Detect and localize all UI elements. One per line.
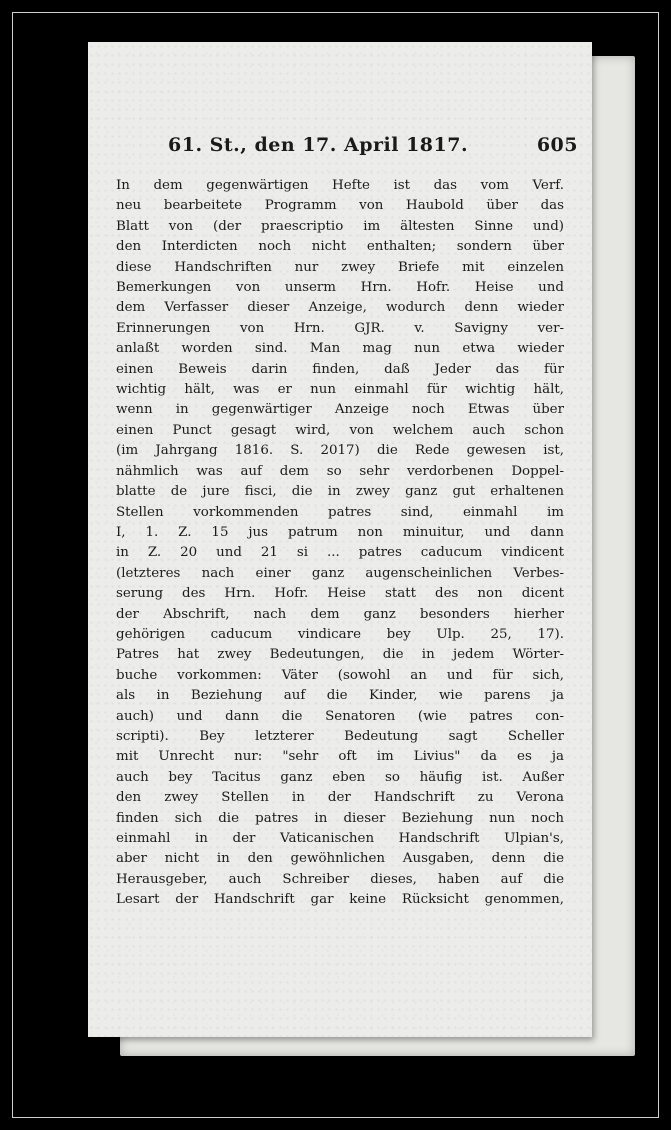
text-line: gehörigen caducum vindicare bey Ulp. 25, 17). xyxy=(116,626,564,642)
text-line: blatte de jure fisci, die in zwey ganz gut erhaltenen xyxy=(116,484,564,500)
running-head: 61. St., den 17. April 1817. xyxy=(168,134,469,156)
document-page xyxy=(88,42,592,1037)
text-line: den zwey Stellen in der Handschrift zu Verona xyxy=(116,790,564,806)
text-line: anlaßt worden sind. Man mag nun etwa wieder xyxy=(116,341,564,357)
text-line: auch bey Tacitus ganz eben so häufig ist. Außer xyxy=(116,769,564,785)
text-line: finden sich die patres in dieser Beziehung nun noch xyxy=(116,810,564,826)
text-line: nähmlich was auf dem so sehr verdorbenen Doppel- xyxy=(116,463,564,479)
text-line: in Z. 20 und 21 si ... patres caducum vindicent xyxy=(116,545,564,561)
text-line: einen Punct gesagt wird, von welchem auch schon xyxy=(116,422,564,438)
text-line: (letzteres nach einer ganz augenscheinlichen Verbes- xyxy=(116,565,564,581)
text-line: Herausgeber, auch Schreiber dieses, haben auf die xyxy=(116,871,564,887)
text-line: Lesart der Handschrift gar keine Rücksicht genommen, xyxy=(116,892,564,908)
body-text xyxy=(116,176,564,911)
text-line: buche vorkommen: Väter (sowohl an und für sich, xyxy=(116,667,564,683)
text-line: einen Beweis darin finden, daß Jeder das für xyxy=(116,361,564,377)
page-header xyxy=(168,134,578,156)
text-line: neu bearbeitete Programm von Haubold über das xyxy=(116,198,564,214)
text-line: wichtig hält, was er nun einmahl für wichtig hält, xyxy=(116,382,564,398)
page-number: 605 xyxy=(536,134,578,156)
text-line: Bemerkungen von unserm Hrn. Hofr. Heise und xyxy=(116,280,564,296)
text-line: mit Unrecht nur: "sehr oft im Livius" da es ja xyxy=(116,749,564,765)
text-line: einmahl in der Vaticanischen Handschrift Ulpian's, xyxy=(116,831,564,846)
text-line: auch) und dann die Senatoren (wie patres con- xyxy=(116,708,564,724)
text-line: den Interdicten noch nicht enthalten; sondern über xyxy=(116,239,564,255)
text-line: diese Handschriften nur zwey Briefe mit einzelen xyxy=(116,259,564,275)
text-line: serung des Hrn. Hofr. Heise statt des non dicent xyxy=(116,586,564,602)
text-line: der Abschrift, nach dem ganz besonders hierher xyxy=(116,606,564,622)
text-line: als in Beziehung auf die Kinder, wie parens ja xyxy=(116,688,564,704)
text-line: Patres hat zwey Bedeutungen, die in jedem Wörter- xyxy=(116,647,564,663)
text-line: In dem gegenwärtigen Hefte ist das vom Verf. xyxy=(116,178,564,193)
text-line: (im Jahrgang 1816. S. 2017) die Rede gewesen ist, xyxy=(116,443,564,459)
text-line: Blatt von (der praescriptio im ältesten Sinne und) xyxy=(116,218,564,234)
text-line: wenn in gegenwärtiger Anzeige noch Etwas über xyxy=(116,402,564,418)
text-line: scripti). Bey letzterer Bedeutung sagt Scheller xyxy=(116,728,564,744)
text-line: Stellen vorkommenden patres sind, einmahl im xyxy=(116,504,564,520)
text-line: aber nicht in den gewöhnlichen Ausgaben, denn die xyxy=(116,851,564,867)
text-line: Erinnerungen von Hrn. GJR. v. Savigny ver- xyxy=(116,320,564,336)
text-line: I, 1. Z. 15 jus patrum non minuitur, und dann xyxy=(116,524,564,540)
text-line: dem Verfasser dieser Anzeige, wodurch denn wieder xyxy=(116,300,564,316)
